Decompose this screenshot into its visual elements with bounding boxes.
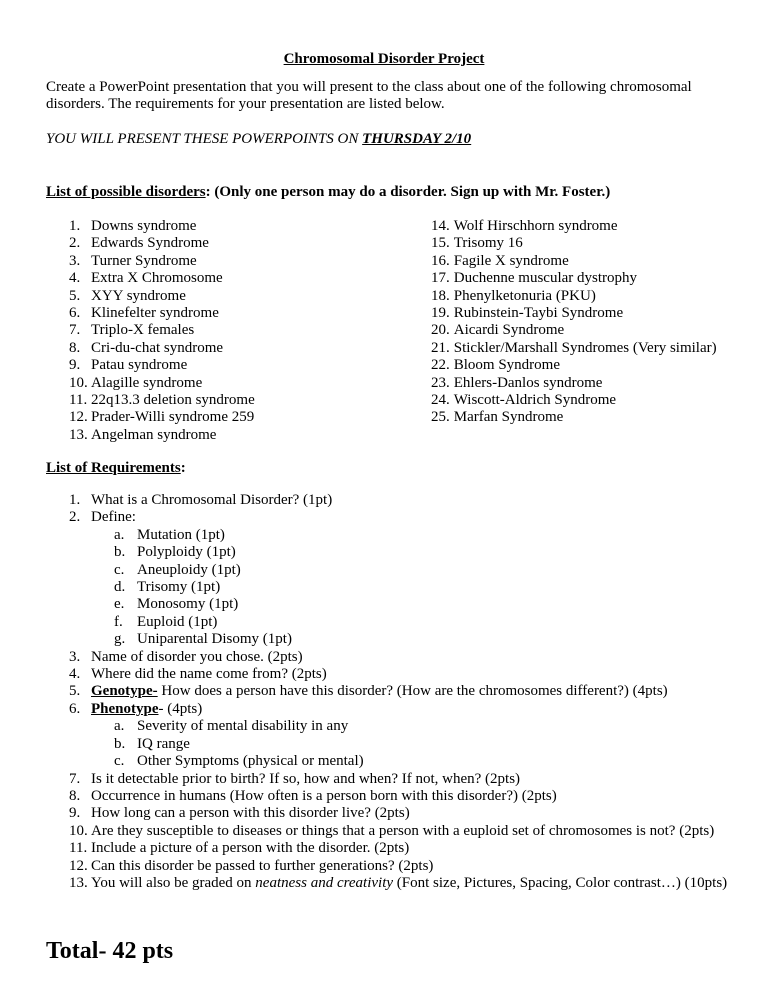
requirement-item: 9. How long can a person with this disorder live? (2pts) bbox=[69, 805, 410, 822]
list-item: a. Severity of mental disability in any bbox=[114, 718, 349, 735]
list-item: 10. Alagille syndrome bbox=[69, 374, 203, 391]
requirement-item: 6. Phenotype- (4pts) bbox=[69, 700, 203, 717]
requirement-item: 13. You will also be graded on neatness and creativity (Font size, Pictures, Spacing, Color contrast…) (10pts) bbox=[69, 874, 728, 891]
list-item: 13. Angelman syndrome bbox=[69, 426, 217, 443]
requirement-item: 7. Is it detectable prior to birth? If so, how and when? If not, when? (2pts) bbox=[69, 770, 521, 787]
list-item: a. Mutation (1pt) bbox=[114, 526, 225, 543]
list-item: 12. Prader-Willi syndrome 259 bbox=[69, 409, 255, 426]
due-date: THURSDAY 2/10 bbox=[362, 131, 472, 147]
list-item: 6. Klinefelter syndrome bbox=[69, 305, 219, 322]
list-item: 2. Edwards Syndrome bbox=[69, 235, 209, 252]
list-item: g. Uniparental Disomy (1pt) bbox=[114, 631, 292, 648]
list-item: 23. Ehlers-Danlos syndrome bbox=[431, 374, 603, 391]
list-item: 19. Rubinstein-Taybi Syndrome bbox=[431, 305, 624, 322]
requirement-item: 11. Include a picture of a person with the disorder. (2pts) bbox=[69, 840, 410, 857]
list-item: 20. Aicardi Syndrome bbox=[431, 322, 565, 339]
list-item: c. Other Symptoms (physical or mental) bbox=[114, 753, 364, 770]
list-item: 15. Trisomy 16 bbox=[431, 235, 523, 252]
list-item: 5. XYY syndrome bbox=[69, 287, 186, 304]
list-item: 3. Turner Syndrome bbox=[69, 252, 197, 269]
requirement-item: 3. Name of disorder you chose. (2pts) bbox=[69, 648, 303, 665]
disorders-list-left bbox=[69, 218, 255, 444]
due-date-line: YOU WILL PRESENT THESE POWERPOINTS ON THURSDAY 2/10 bbox=[46, 131, 472, 147]
list-item: 22. Bloom Syndrome bbox=[431, 357, 561, 374]
disorders-list-right bbox=[431, 218, 717, 427]
list-item: b. IQ range bbox=[114, 735, 190, 752]
list-item: c. Aneuploidy (1pt) bbox=[114, 561, 241, 578]
list-item: 25. Marfan Syndrome bbox=[431, 409, 564, 426]
requirement-item: 12. Can this disorder be passed to further generations? (2pts) bbox=[69, 857, 434, 874]
list-item: 8. Cri-du-chat syndrome bbox=[69, 339, 224, 356]
requirement-item: 1. What is a Chromosomal Disorder? (1pt) bbox=[69, 492, 333, 508]
list-item: 11. 22q13.3 deletion syndrome bbox=[69, 392, 255, 409]
requirement-item: 10. Are they susceptible to diseases or things that a person with a euploid set of chromosomes is not? (2pts) bbox=[69, 822, 715, 839]
list-item: 18. Phenylketonuria (PKU) bbox=[431, 287, 596, 304]
list-item: b. Polyploidy (1pt) bbox=[114, 544, 236, 561]
requirement-item: 4. Where did the name come from? (2pts) bbox=[69, 666, 327, 683]
requirement-item: 2. Define: bbox=[69, 509, 136, 526]
list-item: d. Trisomy (1pt) bbox=[114, 579, 221, 596]
requirement-item: 5. Genotype- How does a person have this disorder? (How are the chromosomes different?) (4pts) bbox=[69, 683, 668, 700]
requirements-list bbox=[69, 492, 759, 892]
list-item: 17. Duchenne muscular dystrophy bbox=[431, 270, 638, 287]
list-item: 9. Patau syndrome bbox=[69, 357, 188, 374]
list-item: 7. Triplo-X females bbox=[69, 322, 195, 339]
list-item: 21. Stickler/Marshall Syndromes (Very similar) bbox=[431, 339, 717, 356]
list-item: 14. Wolf Hirschhorn syndrome bbox=[431, 218, 618, 234]
page-title: Chromosomal Disorder Project bbox=[283, 51, 485, 67]
list-item: 4. Extra X Chromosome bbox=[69, 270, 223, 287]
intro-paragraph: Create a PowerPoint presentation that you will present to the class about one of the following chromosomal disorders. The requirements for your presentation are listed below. bbox=[46, 79, 692, 113]
list-item: 24. Wiscott-Aldrich Syndrome bbox=[431, 392, 617, 409]
list-item: 16. Fagile X syndrome bbox=[431, 252, 569, 269]
requirement-item: 8. Occurrence in humans (How often is a person born with this disorder?) (2pts) bbox=[69, 787, 557, 804]
requirements-heading: List of Requirements: bbox=[46, 460, 186, 476]
total-points: Total- 42 pts bbox=[46, 938, 174, 964]
list-item: 1. Downs syndrome bbox=[69, 218, 197, 234]
disorders-heading: List of possible disorders: (Only one person may do a disorder. Sign up with Mr. Foster.) bbox=[46, 184, 611, 200]
list-item: e. Monosomy (1pt) bbox=[114, 596, 239, 613]
list-item: f. Euploid (1pt) bbox=[114, 613, 218, 630]
